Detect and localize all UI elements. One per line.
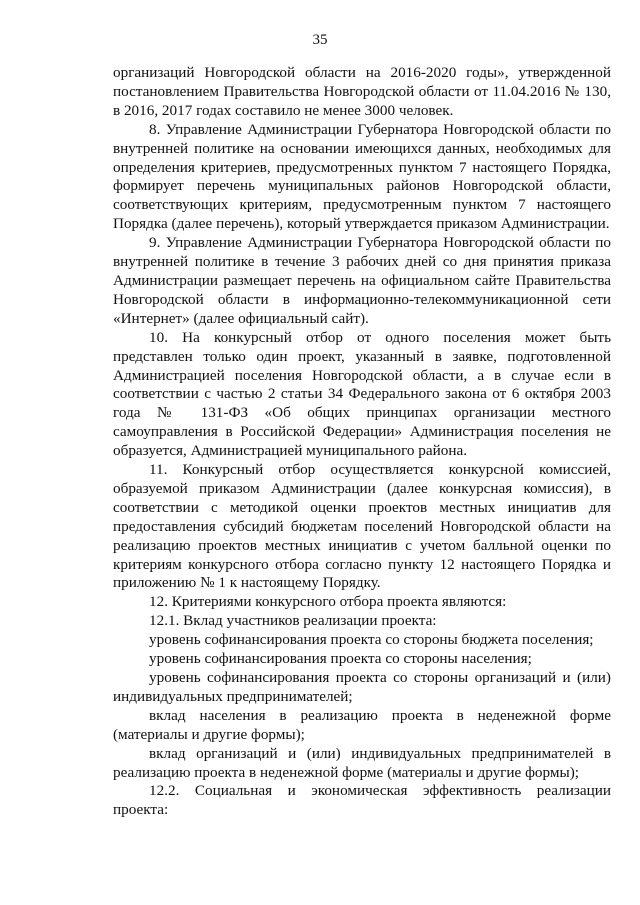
paragraph-item-11: 11. Конкурсный отбор осуществляется конкурсной комиссией, образуемой приказом Администрации (далее конкурсная комиссия), в соответствии с методикой оценки проектов местных инициатив для предоставления субсидий бюджетам поселений Новгородской области на реализацию проектов местных инициатив с учетом балльной оценки по критериям конкурсного отбора согласно пункту 12 настоящего Порядка и приложению № 1 к настоящему Порядку. [113, 461, 611, 592]
paragraph-item-10: 10. На конкурсный отбор от одного поселения может быть представлен только один проект, указанный в заявке, подготовленной Администрацией поселения Новгородской области, а в случае если в соответствии с частью 2 статьи 34 Федерального закона от 6 октября 2003 года № 131-ФЗ «Об общих принципах организации местного самоуправления в Российской Федерации» Администрация поселения не образуется, Администрацией муниципального района. [113, 328, 611, 460]
document-body [113, 64, 611, 820]
paragraph-item-9: 9. Управление Администрации Губернатора Новгородской области по внутренней политике в течение 3 рабочих дней со дня принятия приказа Администрации размещает перечень на официальном сайте Правительства Новгородской области в информационно-телекоммуникационной сети «Интернет» (далее официальный сайт). [113, 234, 611, 327]
paragraph-continuation: организаций Новгородской области на 2016-2020 годы», утвержденной постановлением Правительства Новгородской области от 11.04.2016 № 130, в 2016, 2017 годах составило не менее 3000 человек. [113, 64, 611, 119]
list-item: вклад организаций и (или) индивидуальных предпринимателей в реализацию проекта в неденежной форме (материалы и другие формы); [113, 744, 611, 781]
paragraph-item-12-2: 12.2. Социальная и экономическая эффективность реализации проекта: [113, 782, 611, 819]
page-number: 35 [312, 32, 328, 48]
list-item: уровень софинансирования проекта со стороны населения; [149, 650, 532, 668]
paragraph-item-12-1: 12.1. Вклад участников реализации проекта: [149, 612, 437, 630]
paragraph-item-8: 8. Управление Администрации Губернатора Новгородской области по внутренней политике на основании имеющихся данных, необходимых для определения критериев, предусмотренных пунктом 7 настоящего Порядка, формирует перечень муниципальных районов Новгородской области, соответствующих критериям, предусмотренным пунктом 7 настоящего Порядка (далее перечень), который утверждается приказом Администрации. [113, 120, 611, 233]
paragraph-item-12: 12. Критериями конкурсного отбора проекта являются: [149, 593, 507, 611]
list-item: уровень софинансирования проекта со стороны организаций и (или) индивидуальных предпринимателей; [113, 669, 611, 705]
list-item: вклад населения в реализацию проекта в неденежной форме (материалы и другие формы); [113, 706, 611, 743]
list-item: уровень софинансирования проекта со стороны бюджета поселения; [149, 631, 594, 649]
